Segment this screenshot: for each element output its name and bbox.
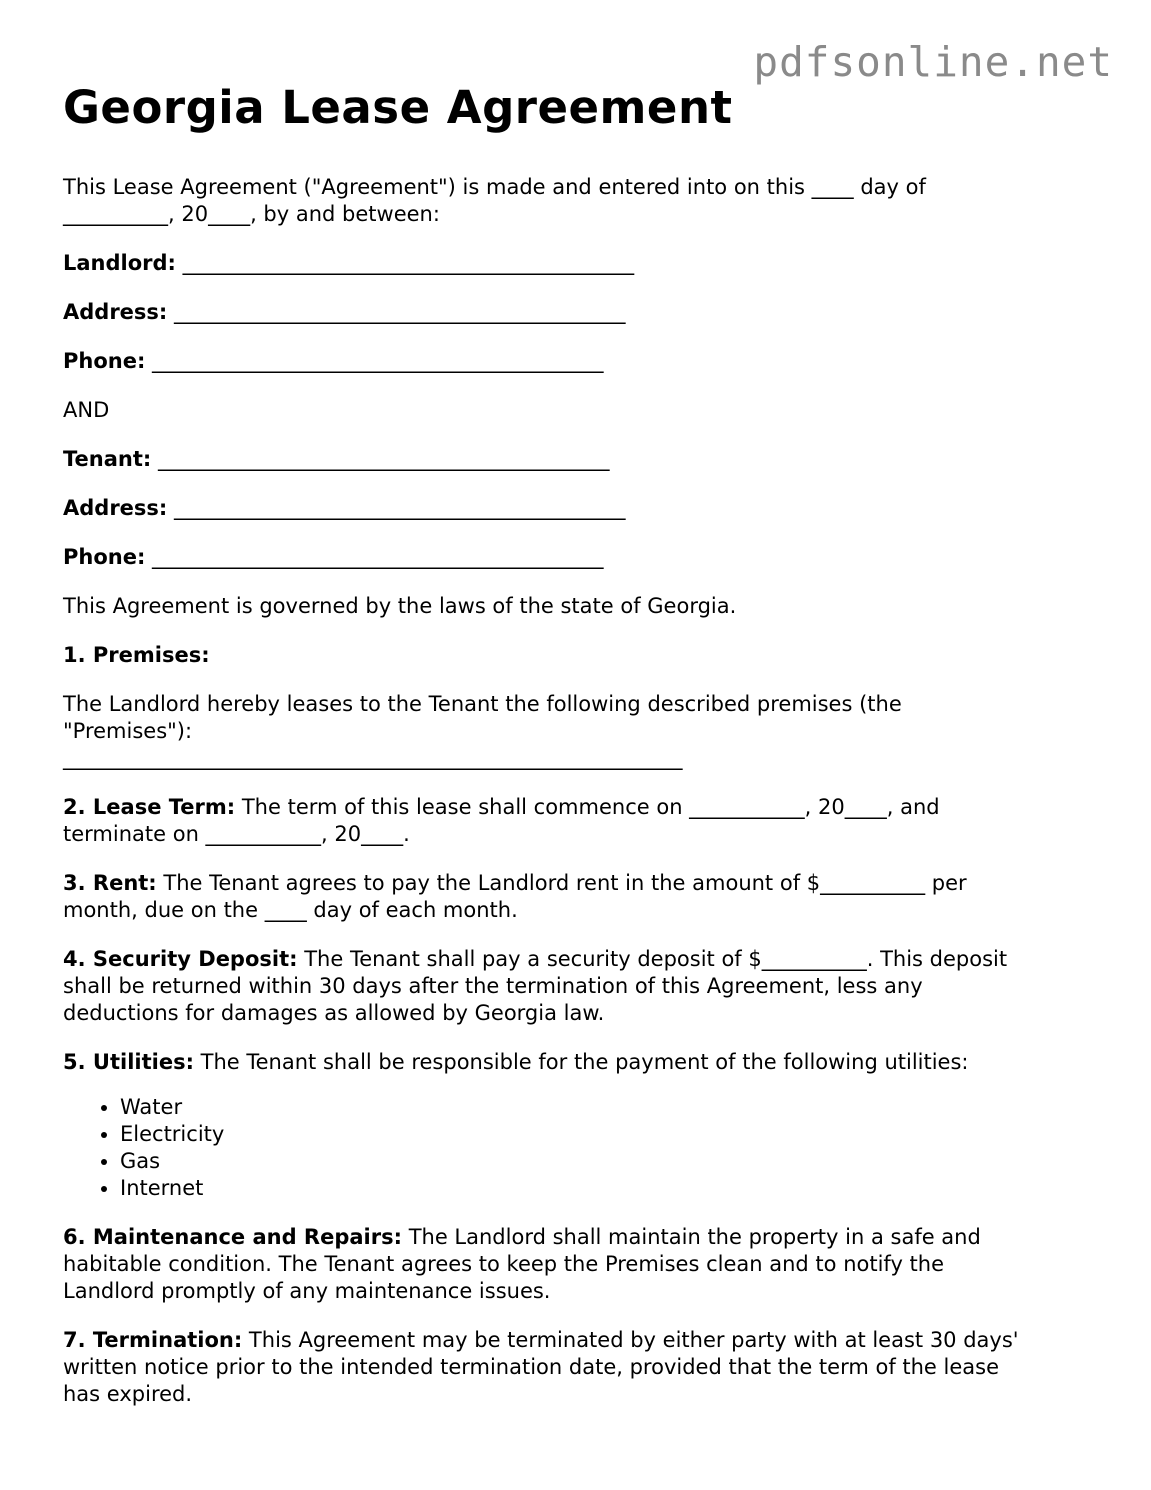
document-page (63, 78, 1093, 1430)
tenant-address-field (63, 495, 1093, 522)
landlord-name-blank: ___________________________________________ (182, 251, 635, 275)
tenant-phone-blank: ___________________________________________ (152, 545, 604, 569)
termination-text-1: This Agreement may be terminated by either party with at least 30 days' (242, 1328, 1019, 1352)
tenant-name-blank: ___________________________________________ (157, 447, 610, 471)
tenant-name-field (63, 446, 1093, 473)
section-maintenance (63, 1224, 1093, 1305)
termination-text-3: has expired. (63, 1382, 193, 1406)
section-rent (63, 870, 1093, 924)
premises-line-2: "Premises"): (63, 719, 193, 743)
termination-text-2: written notice prior to the intended termination date, provided that the term of the lease (63, 1355, 1000, 1379)
lease-term-text-1: The term of this lease shall commence on ___________, 20____, and (235, 795, 940, 819)
watermark: pdfsonline.net (753, 38, 1113, 86)
deposit-text-1: The Tenant shall pay a security deposit of $__________. This deposit (297, 947, 1008, 971)
premises-heading: 1. Premises: (63, 643, 210, 667)
and-separator: AND (63, 398, 110, 422)
premises-line-1: The Landlord hereby leases to the Tenant the following described premises (the (63, 692, 902, 716)
tenant-phone-field (63, 544, 1093, 571)
landlord-name-label: Landlord: (63, 251, 176, 275)
tenant-phone-label: Phone: (63, 545, 146, 569)
intro-line-1: This Lease Agreement ("Agreement") is made and entered into on this ____ day of (63, 175, 926, 199)
list-item: • Gas (120, 1148, 1093, 1175)
maintenance-text-2: habitable condition. The Tenant agrees to keep the Premises clean and to notify the (63, 1252, 945, 1276)
landlord-name-field (63, 250, 1093, 277)
landlord-address-blank: ___________________________________________ (174, 300, 626, 324)
section-premises-heading (63, 642, 1093, 669)
landlord-phone-label: Phone: (63, 349, 146, 373)
termination-heading: 7. Termination: (63, 1328, 243, 1352)
utilities-text: The Tenant shall be responsible for the payment of the following utilities: (193, 1050, 969, 1074)
rent-heading: 3. Rent: (63, 871, 157, 895)
list-item: • Electricity (120, 1121, 1093, 1148)
utilities-heading: 5. Utilities: (63, 1050, 194, 1074)
maintenance-text-3: Landlord promptly of any maintenance issues. (63, 1279, 551, 1303)
deposit-heading: 4. Security Deposit: (63, 947, 298, 971)
maintenance-text-1: The Landlord shall maintain the property in a safe and (402, 1225, 981, 1249)
section-premises-body (63, 691, 1093, 772)
maintenance-heading: 6. Maintenance and Repairs: (63, 1225, 403, 1249)
section-termination (63, 1327, 1093, 1408)
list-item: • Water (120, 1094, 1093, 1121)
tenant-name-label: Tenant: (63, 447, 152, 471)
lease-term-text-2: terminate on ___________, 20____. (63, 822, 410, 846)
intro-line-2: __________, 20____, by and between: (63, 202, 440, 226)
landlord-phone-blank: ___________________________________________ (152, 349, 604, 373)
section-security-deposit (63, 946, 1093, 1027)
deposit-text-3: deductions for damages as allowed by Georgia law. (63, 1001, 605, 1025)
rent-text-1: The Tenant agrees to pay the Landlord rent in the amount of $__________ per (156, 871, 967, 895)
landlord-address-label: Address: (63, 300, 168, 324)
rent-text-2: month, due on the ____ day of each month. (63, 898, 518, 922)
tenant-address-blank: ___________________________________________ (174, 496, 626, 520)
utilities-list (63, 1094, 1093, 1202)
list-item: • Internet (120, 1175, 1093, 1202)
section-lease-term (63, 794, 1093, 848)
section-utilities (63, 1049, 1093, 1076)
governing-law: This Agreement is governed by the laws of the state of Georgia. (63, 594, 737, 618)
lease-term-heading: 2. Lease Term: (63, 795, 236, 819)
tenant-address-label: Address: (63, 496, 168, 520)
landlord-phone-field (63, 348, 1093, 375)
landlord-address-field (63, 299, 1093, 326)
premises-blank: ___________________________________________________________ (63, 746, 683, 770)
intro-paragraph (63, 174, 1093, 228)
deposit-text-2: shall be returned within 30 days after the termination of this Agreement, less any (63, 974, 923, 998)
document-title: Georgia Lease Agreement (63, 81, 733, 134)
